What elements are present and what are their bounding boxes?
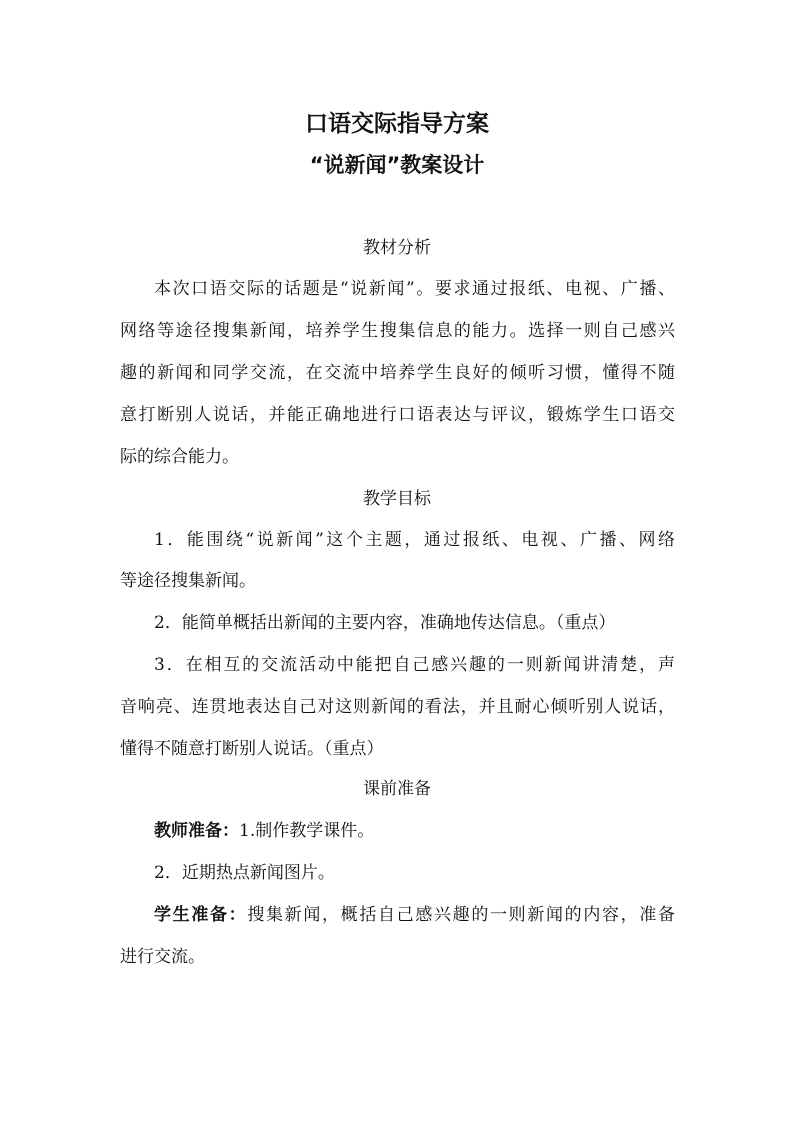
material-analysis-line: 趣的新闻和同学交流，在交流中培养学生良好的倾听习惯，懂得不随	[120, 363, 675, 383]
material-analysis-line: 意打断别人说话，并能正确地进行口语表达与评议，锻炼学生口语交	[120, 405, 675, 425]
student-preparation-line	[154, 902, 675, 928]
material-analysis-line: 本次口语交际的话题是“说新闻”。要求通过报纸、电视、广播、	[154, 279, 675, 299]
section-heading-teaching-goals: 教学目标	[363, 489, 431, 509]
teaching-goal-3-line: 3．在相互的交流活动中能把自己感兴趣的一则新闻讲清楚，声	[154, 655, 675, 675]
section-heading-preparation: 课前准备	[363, 779, 431, 799]
document-subtitle: “说新闻”教案设计	[309, 153, 485, 177]
student-preparation-text: 搜集新闻，概括自己感兴趣的一则新闻的内容，准备	[247, 905, 676, 925]
section-heading-material-analysis: 教材分析	[363, 238, 431, 258]
teacher-preparation-line	[154, 818, 675, 844]
teaching-goal-2: 2．能简单概括出新闻的主要内容，准确地传达信息。（重点）	[154, 613, 616, 633]
teaching-goal-1-line: 1．能围绕“说新闻”这个主题，通过报纸、电视、广播、网络	[154, 530, 675, 550]
material-analysis-line: 网络等途径搜集新闻，培养学生搜集信息的能力。选择一则自己感兴	[120, 321, 675, 341]
student-preparation-continuation: 进行交流。	[120, 947, 205, 967]
teacher-preparation-item-1: 1.制作教学课件。	[239, 821, 375, 841]
student-preparation-label: 学生准备：	[154, 905, 248, 925]
teacher-preparation-label: 教师准备：	[154, 821, 239, 841]
teacher-preparation-item-2: 2．近期热点新闻图片。	[154, 863, 335, 883]
teaching-goal-1-line: 等途径搜集新闻。	[120, 571, 256, 591]
document-title: 口语交际指导方案	[305, 111, 489, 137]
teaching-goal-3-line: 懂得不随意打断别人说话。（重点）	[120, 739, 384, 759]
material-analysis-line: 际的综合能力。	[120, 447, 239, 467]
teaching-goal-3-line: 音响亮、连贯地表达自己对这则新闻的看法，并且耐心倾听别人说话，	[120, 697, 675, 717]
